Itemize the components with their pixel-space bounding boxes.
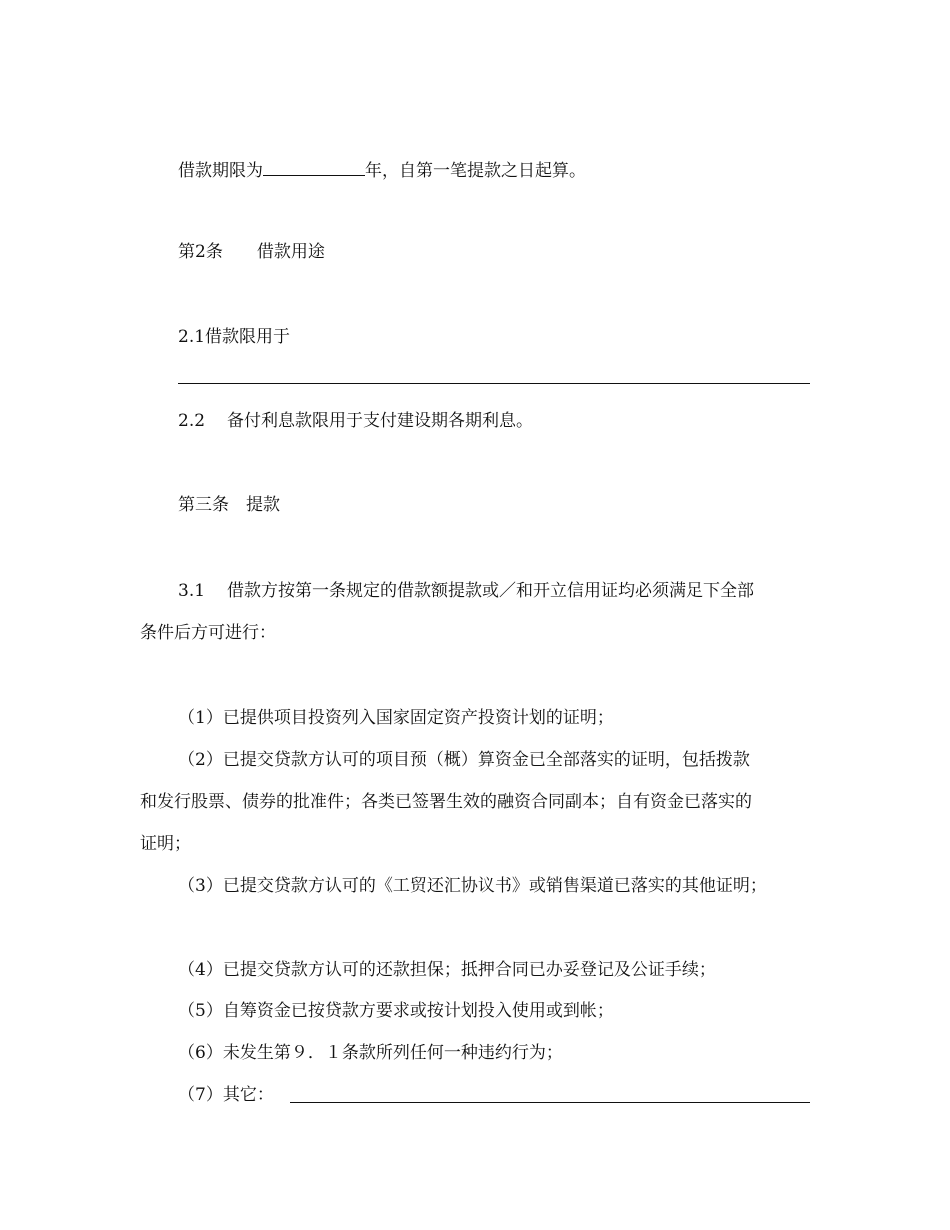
loan-term-suffix: 年，自第一笔提款之日起算。 [365, 161, 586, 181]
condition-6: （6）未发生第９．１条款所列任何一种违约行为； [178, 1043, 563, 1063]
loan-term-prefix: 借款期限为 [178, 161, 263, 181]
clause-2-2-number: 2.2 [178, 411, 206, 431]
article-3-title: 提款 [246, 495, 280, 515]
condition-4: （4）已提交贷款方认可的还款担保；抵押合同已办妥登记及公证手续； [178, 960, 716, 980]
condition-2-line1: （2）已提交贷款方认可的项目预（概）算资金已全部落实的证明，包括拨款 [178, 750, 750, 770]
loan-term-line [178, 157, 586, 182]
clause-2-1: 2.1借款限用于 [178, 327, 291, 347]
condition-2-line2: 和发行股票、债券的批准件；各类已签署生效的融资合同副本；自有资金已落实的 [140, 792, 752, 812]
article-2-heading [178, 241, 325, 263]
article-2-number: 第2条 [178, 242, 223, 262]
article-3-heading [178, 494, 280, 516]
clause-3-1-line2: 条件后方可进行： [140, 623, 276, 643]
loan-term-blank [263, 157, 365, 176]
clause-3-1-number: 3.1 [178, 581, 206, 601]
clause-2-2-text: 备付利息款限用于支付建设期各期利息。 [227, 411, 534, 431]
condition-5: （5）自筹资金已按贷款方要求或按计划投入使用或到帐； [178, 1001, 614, 1021]
clause-2-2 [178, 410, 533, 432]
condition-2-line3: 证明； [140, 834, 191, 854]
condition-1: （1）已提供项目投资列入国家固定资产投资计划的证明； [178, 708, 614, 728]
condition-7 [178, 1084, 274, 1106]
article-3-number: 第三条 [178, 495, 229, 515]
article-2-title: 借款用途 [256, 242, 325, 262]
clause-3-1-text: 借款方按第一条规定的借款额提款或／和开立信用证均必须满足下全部 [227, 581, 755, 601]
condition-3: （3）已提交贷款方认可的《工贸还汇协议书》或销售渠道已落实的其他证明； [178, 876, 767, 896]
clause-2-1-blank [178, 383, 810, 384]
condition-7-label: （7）其它： [178, 1085, 274, 1105]
clause-3-1-line1 [178, 580, 754, 602]
condition-7-blank [290, 1102, 810, 1103]
